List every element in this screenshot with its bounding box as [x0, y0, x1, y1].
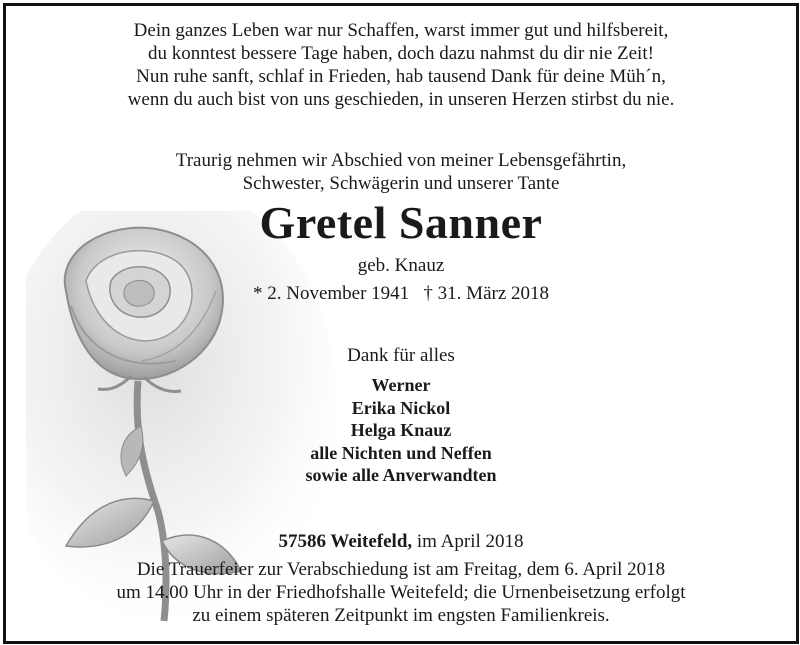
deceased-name: Gretel Sanner	[259, 197, 543, 248]
poem-line: Nun ruhe sanft, schlaf in Frieden, hab tausend Dank für deine Müh´n,	[136, 66, 666, 87]
poem	[6, 19, 796, 111]
life-dates-text: * 2. November 1941 † 31. März 2018	[252, 283, 550, 304]
obituary-content	[6, 6, 796, 641]
thanks-text	[6, 344, 796, 367]
funeral-line: zu einem späteren Zeitpunkt im engsten Familienkreis.	[192, 605, 610, 626]
poem-line: Dein ganzes Leben war nur Schaffen, warst immer gut und hilfsbereit,	[133, 20, 669, 41]
funeral-line: Die Trauerfeier zur Verabschiedung ist am Freitag, dem 6. April 2018	[136, 559, 666, 580]
place-and-date	[6, 530, 796, 553]
intro-line: Traurig nehmen wir Abschied von meiner Lebensgefährtin,	[175, 150, 627, 171]
mourner: Helga Knauz	[350, 420, 452, 440]
mourner: alle Nichten und Neffen	[310, 442, 492, 463]
intro-text	[6, 149, 796, 195]
birth-name	[6, 254, 796, 277]
intro-line: Schwester, Schwägerin und unserer Tante	[242, 173, 560, 194]
mourner: Werner	[371, 375, 431, 395]
funeral-line: um 14.00 Uhr in der Friedhofshalle Weitefeld; die Urnenbeisetzung erfolgt	[116, 582, 686, 603]
obituary-frame	[3, 3, 799, 644]
mourners-list	[6, 374, 796, 487]
thanks-line: Dank für alles	[347, 345, 455, 366]
life-dates	[6, 282, 796, 305]
place-line	[6, 530, 796, 553]
poem-line: du konntest bessere Tage haben, doch dazu nahmst du dir nie Zeit!	[148, 43, 654, 64]
mourner: sowie alle Anverwandten	[305, 465, 497, 485]
place-location: 57586 Weitefeld,	[278, 531, 413, 552]
poem-line: wenn du auch bist von uns geschieden, in unseren Herzen stirbst du nie.	[127, 89, 675, 110]
birth-name-text: geb. Knauz	[357, 255, 445, 276]
place-date: im April 2018	[412, 531, 524, 552]
funeral-info	[6, 558, 796, 627]
mourner: Erika Nickol	[351, 397, 451, 418]
